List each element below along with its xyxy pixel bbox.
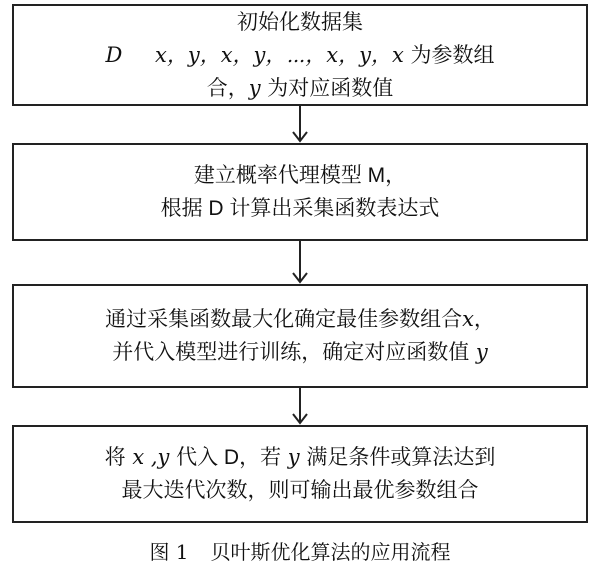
- step-output-line1-b: 代入 D，若: [176, 446, 282, 469]
- function-value-var: y: [287, 445, 300, 469]
- step-optimize-line2: [112, 336, 488, 369]
- step-init-title: 初始化数据集: [237, 9, 363, 34]
- figure-caption: [0, 538, 600, 566]
- dataset-sequence: x，y，x，y，⋯，x，y，x: [154, 42, 404, 67]
- down-arrow-icon: [285, 106, 315, 143]
- function-value-var: y: [248, 75, 261, 100]
- param-vars: x ,y: [132, 445, 170, 469]
- step-init-line2-suffix: 为参数组: [410, 42, 495, 67]
- dataset-var: D: [105, 42, 123, 67]
- down-arrow-icon: [285, 241, 315, 284]
- step-optimize-line1-end: ，: [473, 307, 495, 331]
- step-optimize-line1-text: 通过采集函数最大化确定最佳参数组合: [105, 307, 463, 331]
- function-value-var: y: [475, 340, 488, 364]
- step-init-line3: [207, 72, 394, 105]
- step-init-line3-prefix: 合，: [206, 75, 249, 100]
- step-output-box: [12, 425, 588, 523]
- step-optimize-box: [12, 284, 588, 388]
- figure-number: 图 1: [149, 540, 189, 564]
- down-arrow-icon: [285, 388, 315, 425]
- step-output-line2: 最大迭代次数，则可输出最优参数组合: [121, 478, 479, 502]
- param-var: x: [462, 307, 474, 331]
- figure-title: 贝叶斯优化算法的应用流程: [210, 540, 451, 564]
- step-init-dataset-box: [12, 4, 588, 106]
- step-optimize-line1: [105, 303, 495, 336]
- step-build-model-box: [12, 143, 588, 241]
- step-optimize-line2-text: 并代入模型进行训练，确定对应函数值: [112, 340, 470, 364]
- step-init-formula-line: [105, 39, 494, 72]
- step-output-line1: [105, 441, 496, 474]
- step-build-model-line2: 根据 D 计算出采集函数表达式: [160, 197, 440, 220]
- step-init-line3-suffix: 为对应函数值: [267, 75, 394, 100]
- step-output-line1-a: 将: [104, 445, 126, 469]
- step-output-line1-c: 满足条件或算法达到: [306, 445, 496, 469]
- step-build-model-line1: 建立概率代理模型 M，: [193, 164, 407, 187]
